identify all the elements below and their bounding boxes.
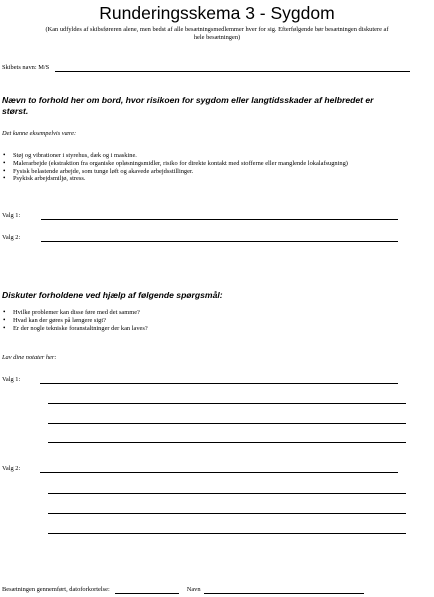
name-label: Navn (186, 586, 201, 593)
signature-date-field[interactable] (115, 593, 179, 594)
questions-list (2, 309, 392, 332)
choice1-row (2, 210, 398, 220)
solutions-label: Lav dine notater her: (2, 354, 57, 361)
signature-label: Besætningen gennemført, datoforkortelse: (2, 586, 110, 593)
signature-row (2, 586, 364, 594)
examples-label: Det kunne eksempelvis være: (2, 130, 77, 137)
notes-choice2-line[interactable] (40, 472, 398, 473)
signature-name-field[interactable] (204, 593, 364, 594)
choice2-row (2, 232, 398, 242)
notes-choice1-row (2, 374, 398, 384)
list-item: • Hvilke problemer kan disse føre med det samme? (2, 309, 392, 317)
ship-name-field[interactable] (55, 71, 410, 72)
choice2-label: Valg 2: (2, 234, 21, 241)
section1-heading: Nævn to forhold her om bord, hvor risikoen for sygdom eller langtidsskader af helbredet er størst. (2, 95, 374, 116)
choice1-label: Valg 1: (2, 212, 21, 219)
notes-choice1-line[interactable] (48, 403, 406, 404)
list-item: • Psykisk arbejdsmiljø, stress. (2, 175, 392, 183)
notes-choice1-line[interactable] (40, 383, 398, 384)
notes-choice2-row (2, 463, 398, 473)
examples-list (2, 152, 392, 183)
section2-heading: Diskuter forholdene ved hjælp af følgende spørgsmål: (2, 290, 223, 300)
notes-choice2-line[interactable] (48, 513, 406, 514)
list-item: • Støj og vibrationer i styrehus, dæk og i maskine. (2, 152, 392, 160)
list-item: • Fysisk belastende arbejde, som tunge løft og akavede arbejdsstillinger. (2, 168, 392, 176)
choice2-field[interactable] (41, 241, 398, 242)
notes-choice1-line[interactable] (48, 423, 406, 424)
notes-choice2-label: Valg 2: (2, 465, 21, 472)
page-title: Runderingsskema 3 - Sygdom (99, 3, 335, 23)
list-item: • Malerarbejde (ekstraktion fra organiske opløsningsmidler, risiko for direkte kontakt med stofferne eller manglende lokalafsugning) (2, 160, 392, 168)
notes-choice2-line[interactable] (48, 533, 406, 534)
ship-name-label: Skibets navn: M/S (2, 64, 50, 71)
page-subtitle: (Kan udfyldes af skibsføreren alene, men bedst af alle besætningsmedlemmer hver for sig. Efterfølgende bør besætningen diskutere af hele besætningen) (45, 26, 389, 41)
notes-choice1-line[interactable] (48, 442, 406, 443)
list-item: • Er der nogle tekniske foranstaltninger der kan laves? (2, 325, 392, 333)
ship-name-row (2, 62, 410, 72)
notes-choice1-label: Valg 1: (2, 376, 21, 383)
list-item: • Hvad kan der gøres på længere sigt? (2, 317, 392, 325)
notes-choice2-line[interactable] (48, 493, 406, 494)
choice1-field[interactable] (41, 219, 398, 220)
